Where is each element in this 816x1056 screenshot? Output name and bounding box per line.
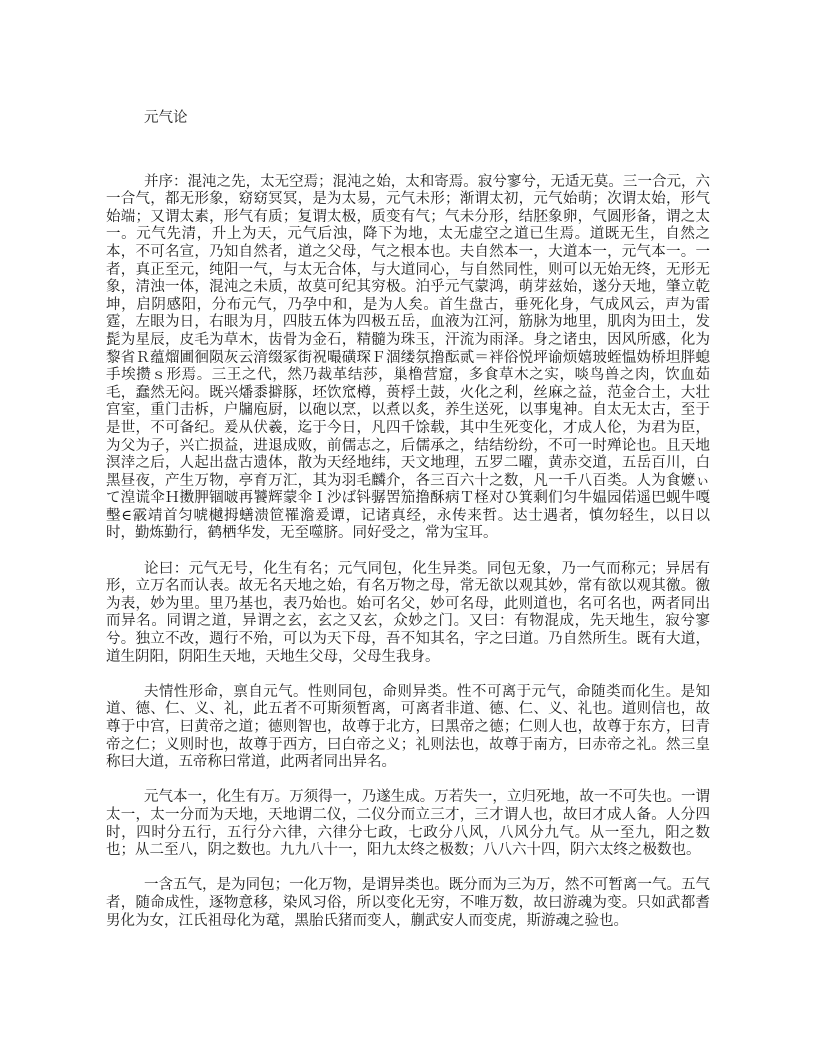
paragraph-lunyue: 论曰：元气无号，化生有名；元气同包，化生异类。同包无象，乃一气而称元；异居有形，立万名而认表。故无名天地之始，有名万物之母，常无欲以观其妙，常有欲以观其徼。徼为表，妙为里。里乃基也，表乃始也。始可名父，妙可名母，此则道也，名可名也，两者同出而异名。同谓之道，异谓之玄，玄之又玄，众妙之门。又曰：有物混成，先天地生，寂兮寥兮。独立不改，週行不殆，可以为天下母，吾不知其名，字之曰道。乃自然所生。既有大道，道生阴阳，阴阳生天地，天地生父母，父母生我身。 — [106, 560, 710, 665]
paragraph-preface: 并序：混沌之先，太无空焉；混沌之始，太和寄焉。寂兮寥兮，无适无莫。三一合元，六一合气，都无形象，窈窈冥冥，是为太易，元气未形；渐谓太初，元气始萌；次谓太始，形气始端；又谓太素，形气有质；复谓太极，质变有气；气未分形，结胚象卵，气圆形备，谓之太一。元气先清，升上为天，元气后浊，降下为地，太无虚空之道已生焉。道既无生，自然之本，不可名宣，乃知自然者，道之父母，气之根本也。夫自然本一，大道本一，元气本一。一者，真正至元，纯阳一气，与太无合体，与大道同心，与自然同性，则可以无始无终，无形无象，清浊一体，混沌之未质，故莫可纪其穷极。泊乎元气蒙鸿，萌芽兹始，遂分天地，肇立乾坤，启阴感阳，分布元气，乃孕中和，是为人矣。首生盘古，垂死化身，气成风云，声为雷霆，左眼为日，右眼为月，四肢五体为四极五岳，血液为江河，筋脉为地里，肌肉为田土，发髭为星辰，皮毛为草木，齿骨为金石，精髓为珠玉，汗流为雨泽。身之诸虫，因风所感，化为黎省Ｒ蕴熘圃徊陨灰云湇缀冢街祝嘬磺琛Ｆ涸缕氛撸酝贰＝袢俗悦坪谕烦嬉玻蛭愠妫桥坦胖螅手埃攒ｓ形焉。三王之代，然乃裁革结莎，巢橹营窟，多食草木之实，啖鸟兽之肉，饮血茹毛，蠢然无闷。既兴燔黍擗豚，坯饮窊樽，蒉桴土鼓，火化之利，丝麻之益，范金合土，大壮宫室，重门击柝，户牖庖厨，以砲以烹，以煮以炙，养生送死，以事鬼神。自太无太古，至于是世，不可备纪。爰从伏羲，迄于今日，凡四千馀载，其中生死变化，才成人伦，为君为臣，为父为子，兴亡损益，进退成败，前儒志之，后儒承之，结结纷纷，不可一时殚论也。且天地溟涬之后，人起出盘古遗体，散为天经地纬，天文地理，五罗二曜，黄赤交道，五岳百川，白黑昼夜，产生万物，亭育万汇，其为羽毛麟介，各三百六十之数，凡一千八百类。人为食嬷ぃて湟谎伞Ｈ擞胛锢啵再饕辉蒙伞Ｉ沙ば钭骣罟笳撸酥病Ｔ柽对ひ箕剩们匀牛媪园偌遥巴蚬牛嘎墼∈霰靖首匀唬樾拇蟮溃笸罹澹爰谭，记诸真经，永传来哲。达士遇者，慎勿轻生，以日以时，勤炼勤行，鹤栖华发，无至噬脐。同好受之，常为宝耳。 — [106, 173, 710, 542]
document-title: 元气论 — [144, 110, 188, 126]
paragraph-yihanwuqi: 一含五气，是为同包；一化万物，是谓异类也。既分而为三为万，然不可暂离一气。五气者，随命成性，逐物意移，染风习俗，所以变化无穷，不唯万数，故曰游魂为变。只如武都耆男化为女，江氏祖母化为鼋，黑胎氏猪而变人，蒯武安人而变虎，斯游魂之验也。 — [106, 877, 710, 929]
paragraph-yuanqi-benyi: 元气本一，化生有万。万须得一，乃遂生成。万若失一，立归死地，故一不可失也。一谓太一，太一分而为天地，天地谓二仪，二仪分而立三才，三才谓人也，故曰才成人备。人分四时，四时分五行，五行分六律，六律分七政，七政分八风，八风分九气。从一至九，阳之数也；从二至八，阴之数也。九九八十一，阳九太终之极数；八八六十四，阴六太终之极数也。 — [106, 789, 710, 859]
paragraph-qingxing: 夫情性形命，禀自元气。性则同包，命则异类。性不可离于元气，命随类而化生。是知道、德、仁、义、礼，此五者不可斯须暂离，可离者非道、德、仁、义、礼也。道则信也，故尊于中宫，曰黄帝之道；德则智也，故尊于北方，曰黑帝之德；仁则人也，故尊于东方，曰青帝之仁；义则时也，故尊于西方，曰白帝之义；礼则法也，故尊于南方，曰赤帝之礼。然三皇称曰大道，五帝称曰常道，此两者同出异名。 — [106, 683, 710, 771]
document-text-block — [106, 110, 710, 948]
